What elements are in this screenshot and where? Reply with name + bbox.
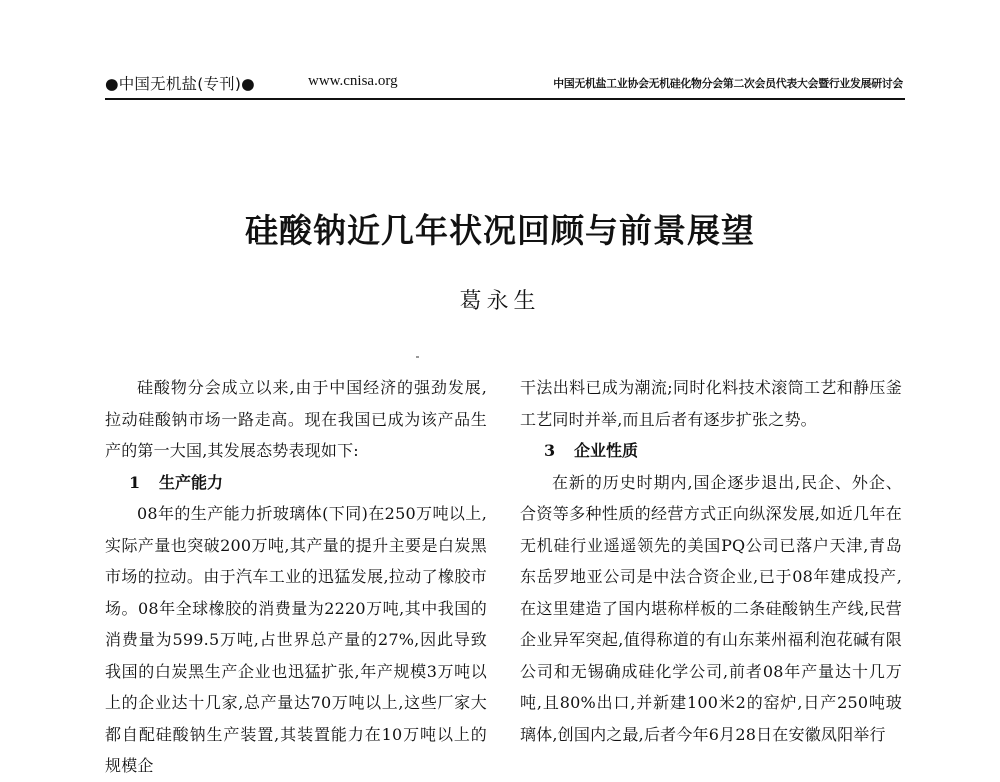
running-header [105,68,905,100]
section-heading [520,435,902,467]
intro-paragraph: 硅酸物分会成立以来,由于中国经济的强劲发展,拉动硅酸钠市场一路走高。现在我国已成为该产品生产的第一大国,其发展态势表现如下: [105,378,487,460]
speck [416,356,419,358]
section-number: 1 [129,472,141,492]
conference-name: 中国无机盐工业协会无机硅化物分会第二次会员代表大会暨行业发展研讨会 [553,77,903,90]
website-url: www.cnisa.org [308,73,398,89]
section-heading [105,467,487,499]
body-paragraph: 08年的生产能力折玻璃体(下同)在250万吨以上,实际产量也突破200万吨,其产量的提升主要是白炭黑市场的拉动。由于汽车工业的迅猛发展,拉动了橡胶市场。08年全球橡胶的消费量为2220万吨,其中我国的消费量为599.5万吨,占世界总产量的27%,因此导致我国的白炭黑生产企业也迅猛扩张,年产规模3万吨以上的企业达十几家,总产量达70万吨以上,这些厂家大都自配硅酸钠生产装置,其装置能力在10万吨以上的规模企 [105,504,487,775]
author-name: 葛永生 [459,289,541,314]
left-column [105,372,487,782]
article-title: 硅酸钠近几年状况回顾与前景展望 [245,211,755,250]
body-paragraph: 干法出料已成为潮流;同时化料技术滚筒工艺和静压釜工艺同时并举,而且后者有逐步扩张之势。 [520,378,902,429]
section-number: 3 [544,441,556,460]
journal-name: ●中国无机盐(专刊)● [105,75,255,93]
section-title: 企业性质 [574,441,639,460]
body-paragraph: 在新的历史时期内,国企逐步退出,民企、外企、合资等多种性质的经营方式正向纵深发展,如近几年在无机硅行业遥遥领先的美国PQ公司已落户天津,青岛东岳罗地亚公司是中法合资企业,已于08年建成投产,在这里建造了国内堪称样板的二条硅酸钠生产线,民营企业异军突起,值得称道的有山东莱州福利泡花碱有限公司和无锡确成硅化学公司,前者08年产量达十几万吨,且80%出口,并新建100米2的窑炉,日产250吨玻璃体,创国内之最,后者今年6月28日在安徽凤阳举行 [520,472,902,744]
right-column [520,372,902,750]
section-title: 生产能力 [159,472,224,492]
